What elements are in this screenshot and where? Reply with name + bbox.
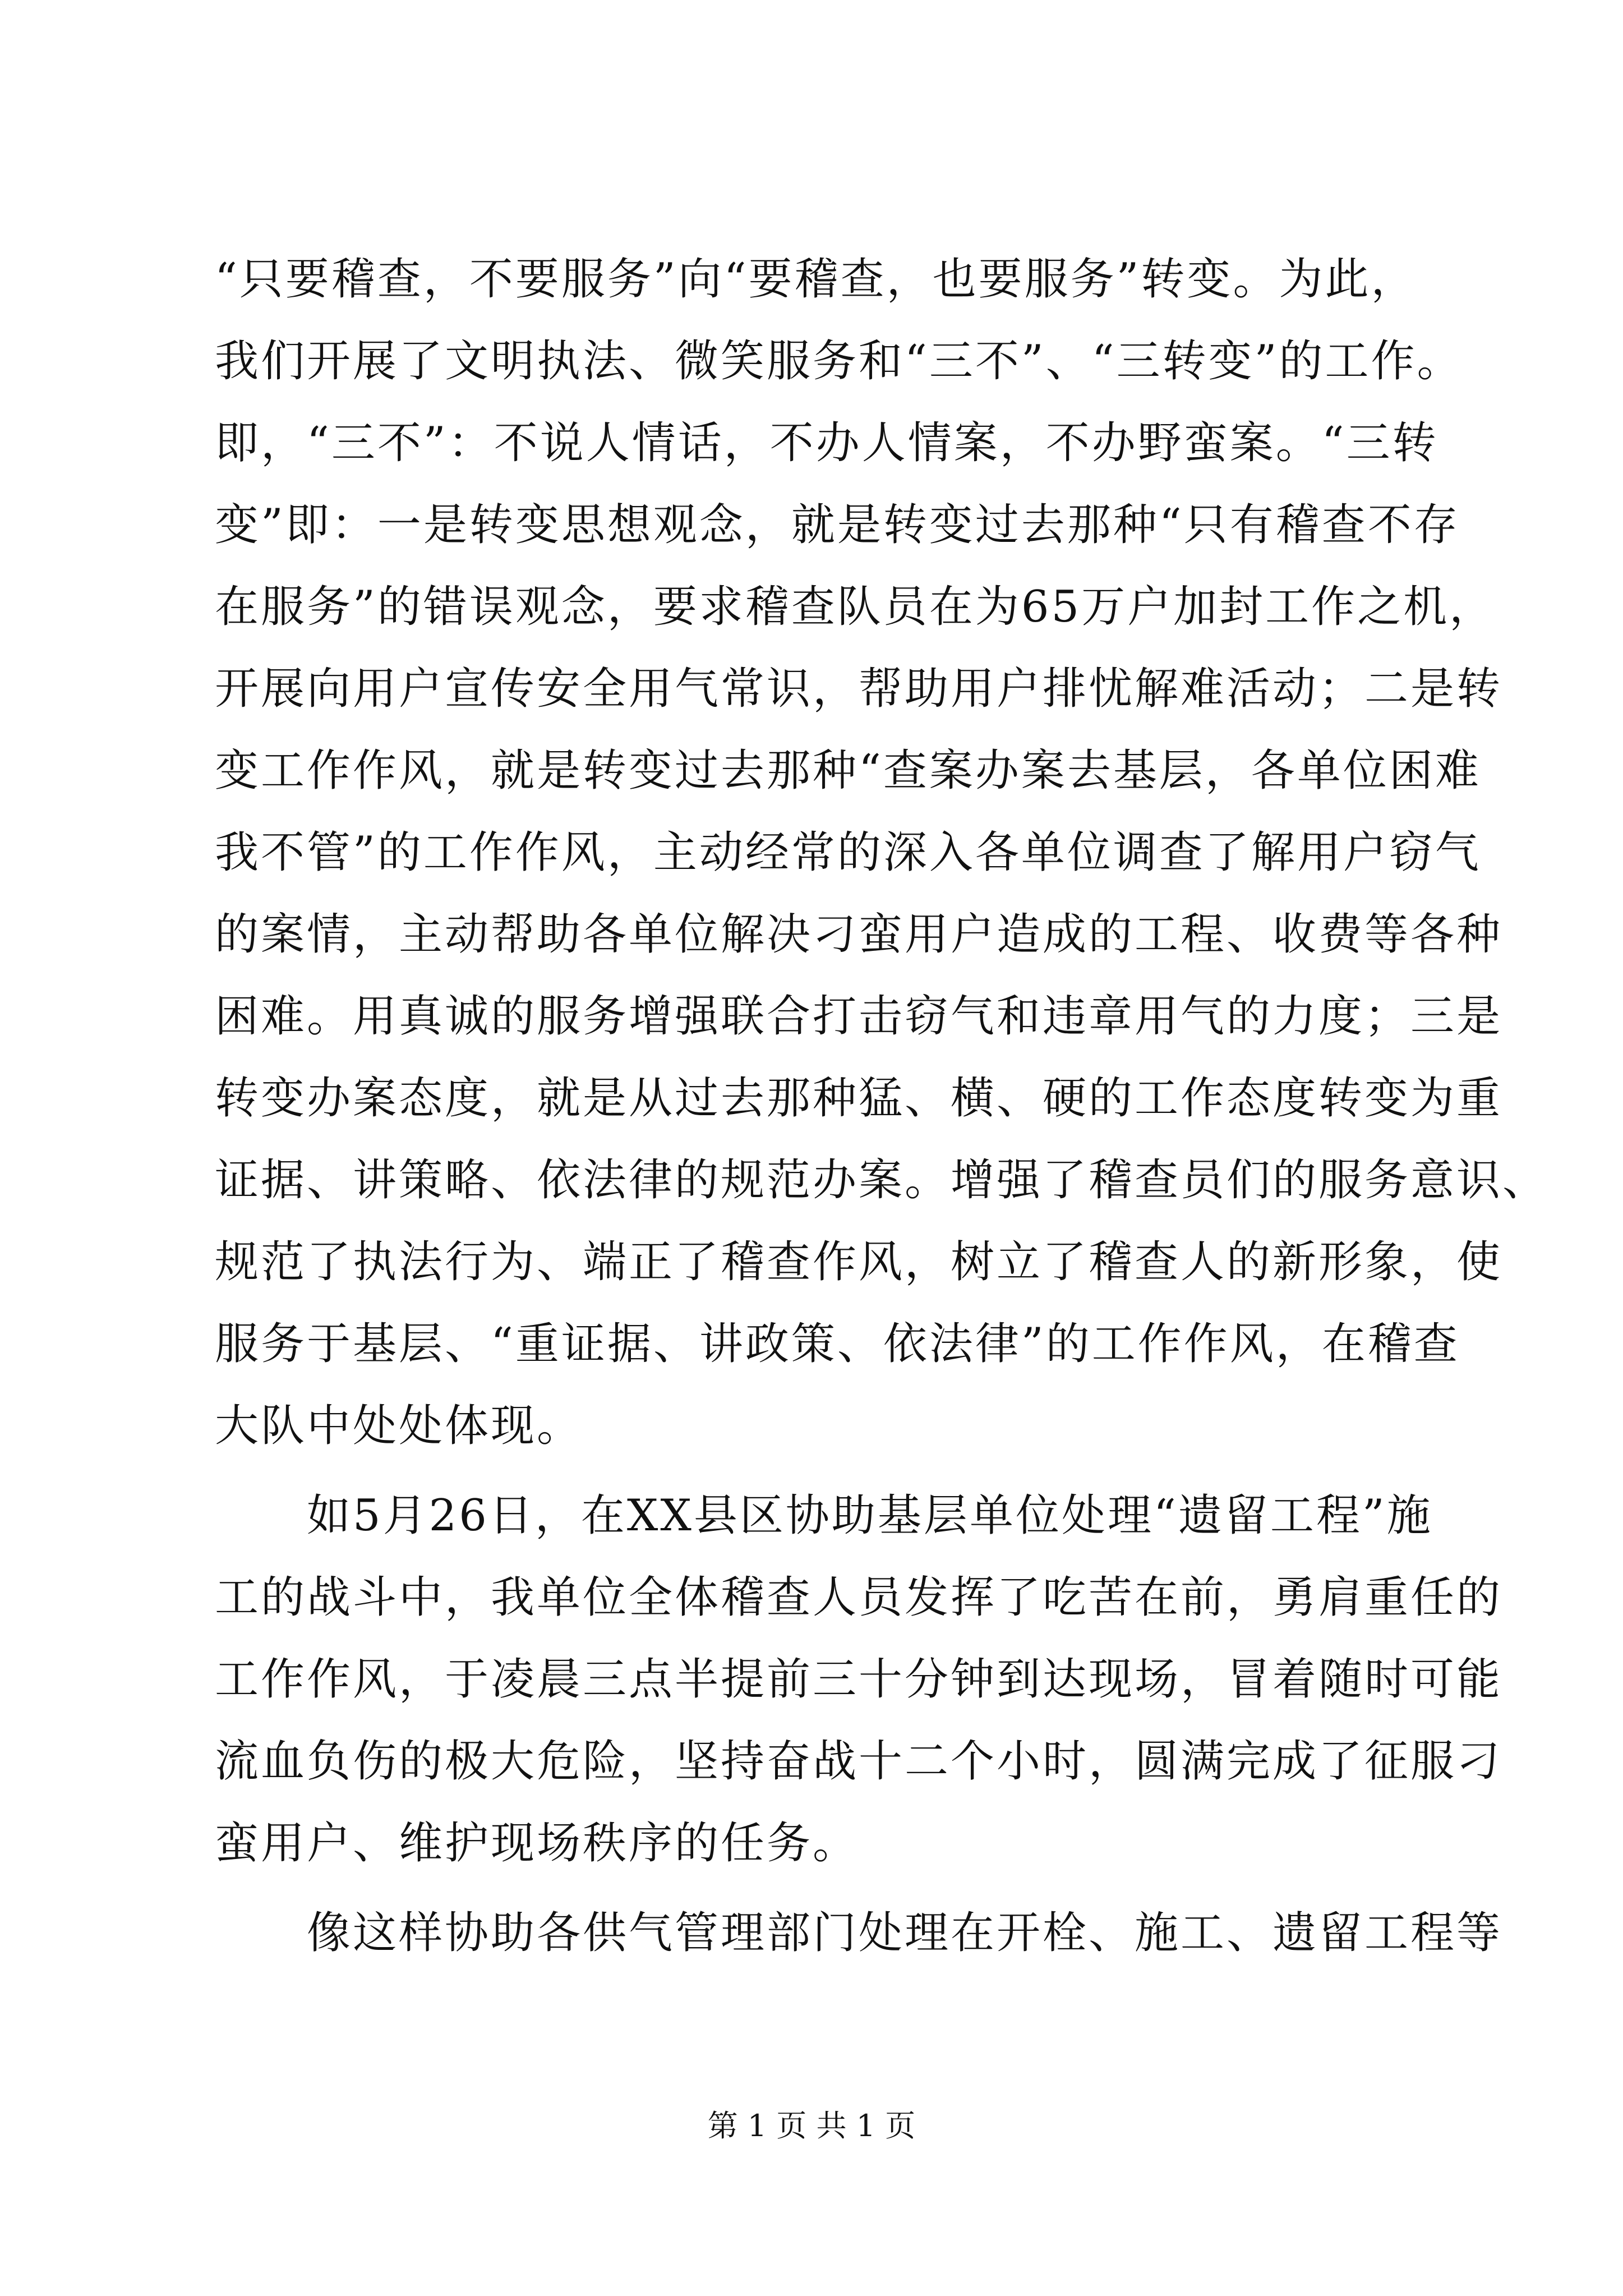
text-line: 开展向用户宣传安全用气常识，帮助用户排忧解难活动；二是转 (215, 664, 1503, 714)
text-line: 规范了执法行为、端正了稽查作风，树立了稽查人的新形象，使 (215, 1237, 1503, 1287)
text-line: “只要稽查，不要服务”向“要稽查，也要服务”转变。为此， (215, 254, 1417, 305)
paragraph-spacer (215, 1467, 1421, 1475)
text-line: 我们开展了文明执法、微笑服务和“三不”、“三转变”的工作。 (215, 336, 1463, 386)
text-line: 大队中处处体现。 (215, 1401, 583, 1451)
body-text (215, 238, 1549, 1974)
text-line: 我不管”的工作作风，主动经常的深入各单位调查了解用户窃气 (215, 827, 1481, 878)
text-line: 变工作作风，就是转变过去那种“查案办案去基层，各单位困难 (215, 746, 1481, 796)
text-line: 证据、讲策略、依法律的规范办案。增强了稽查员们的服务意识、 (215, 1155, 1549, 1205)
text-line: 如5月26日，在XX县区协助基层单位处理“遗留工程”施 (215, 1490, 1433, 1541)
text-line: 流血负伤的极大危险，坚持奋战十二个小时，圆满完成了征服刁 (215, 1736, 1503, 1787)
paragraph-2 (215, 1475, 1503, 1884)
text-line: 蛮用户、维护现场秩序的任务。 (215, 1818, 859, 1869)
text-line: 像这样协助各供气管理部门处理在开栓、施工、遗留工程等 (215, 1908, 1503, 1958)
text-line: 工的战斗中，我单位全体稽查人员发挥了吃苦在前，勇肩重任的 (215, 1572, 1503, 1623)
text-line: 即，“三不”：不说人情话，不办人情案，不办野蛮案。“三转 (215, 418, 1438, 468)
text-line: 服务于基层、“重证据、讲政策、依法律”的工作作风，在稽查 (215, 1319, 1460, 1369)
text-line: 的案情，主动帮助各单位解决刁蛮用户造成的工程、收费等各种 (215, 909, 1503, 960)
paragraph-spacer (215, 1884, 1421, 1892)
text-line: 困难。用真诚的服务增强联合打击窃气和违章用气的力度；三是 (215, 991, 1503, 1042)
text-line: 在服务”的错误观念，要求稽查队员在为65万户加封工作之机， (215, 582, 1496, 632)
text-line: 工作作风，于凌晨三点半提前三十分钟到达现场，冒着随时可能 (215, 1654, 1503, 1705)
text-line: 变”即：一是转变思想观念，就是转变过去那种“只有稽查不存 (215, 500, 1460, 550)
text-line: 转变办案态度，就是从过去那种猛、横、硬的工作态度转变为重 (215, 1073, 1503, 1124)
page-footer: 第 1 页 共 1 页 (707, 2108, 916, 2143)
paragraph-3 (215, 1892, 1503, 1974)
paragraph-1 (215, 238, 1549, 1467)
